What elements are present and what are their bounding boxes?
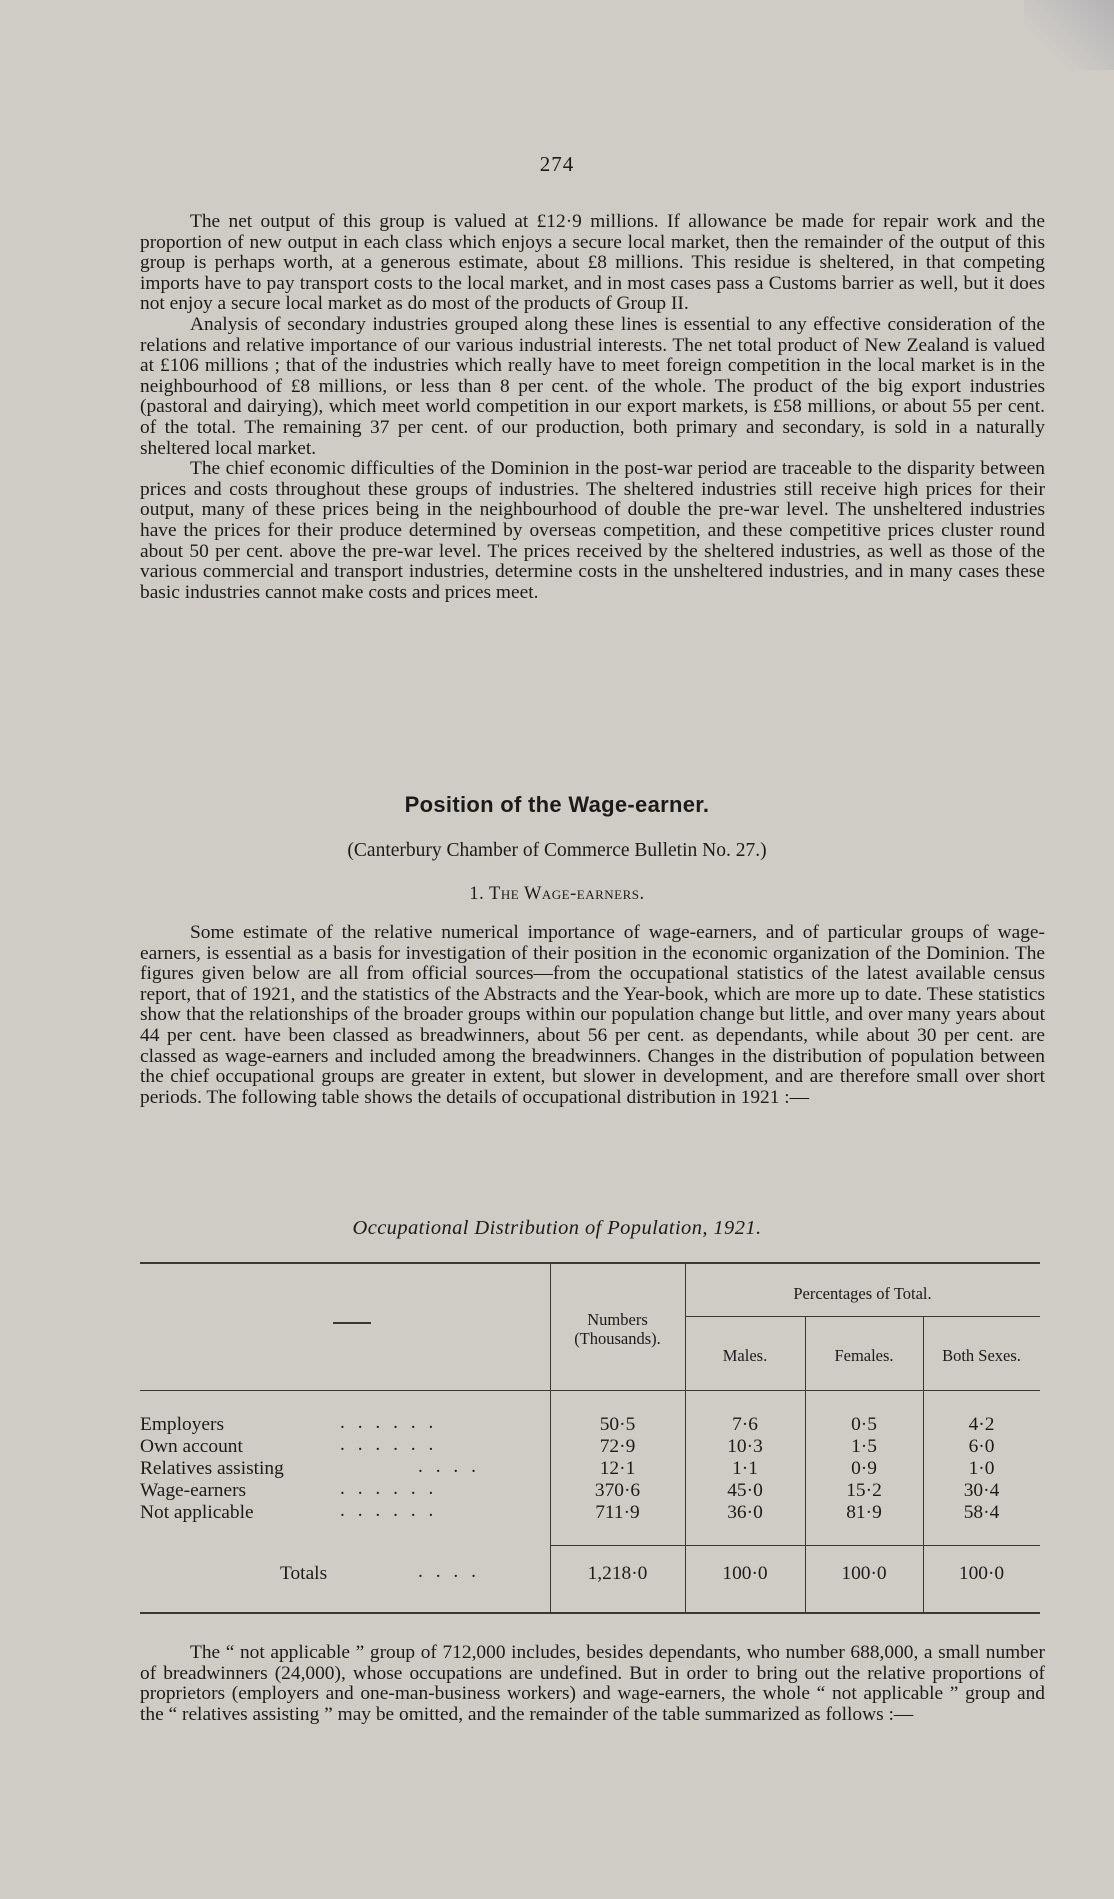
row-label: Relatives assisting: [140, 1458, 284, 1479]
cell-numbers: 370·6: [594, 1480, 641, 1501]
cell-numbers: 711·9: [595, 1502, 640, 1523]
cell-numbers: 12·1: [599, 1458, 636, 1479]
leader-dots: . . . . . .: [340, 1500, 438, 1521]
cell-females: 81·9: [846, 1502, 882, 1523]
table-caption: Occupational Distribution of Population, 1921.: [352, 1217, 762, 1239]
cell-both: 1·0: [968, 1458, 995, 1479]
cell-females: 1·5: [851, 1436, 877, 1457]
header-females: Females.: [834, 1346, 894, 1365]
leader-dots: . . . . . .: [340, 1412, 438, 1433]
table-row: [140, 1458, 1040, 1480]
cell-numbers: 50·5: [599, 1414, 636, 1435]
cell-females: 100·0: [841, 1563, 887, 1584]
totals-rule: [550, 1545, 1040, 1546]
leader-dots: . . . . . .: [340, 1478, 438, 1499]
section-heading: Position of the Wage-earner.: [404, 792, 710, 817]
stub-header-dash: [333, 1322, 371, 1324]
cell-both: 6·0: [968, 1436, 995, 1457]
paragraph: The chief economic difficulties of the Dominion in the post-war period are traceable to the disparity between prices and costs throughout these groups of industries. The sheltered industries still receive high prices for their output, many of these prices being in the neighbourhood of double the pre-war level. The unsheltered industries have the prices for their produce determined by overseas competition, and these competitive prices cluster round about 50 per cent. above the pre-war level. The prices received by the sheltered industries, as well as those of the various commercial and transport industries, determine costs in the unsheltered industries, and in many cases these basic industries cannot make costs and prices meet.: [140, 458, 1045, 603]
paragraph: Some estimate of the relative numerical importance of wage-earners, and of particular groups of wage-earners, is essential as a basis for investigation of their position in the economic organization of the Dominion. The figures given below are all from official sources—from the occupational statistics of the latest available census report, that of 1921, and the statistics of the Abstracts and the Year-book, which are more up to date. These statistics show that the relationships of the broader groups within our population change but little, and over many years about 44 per cent. have been classed as breadwinners, about 56 per cent. as dependants, while about 30 per cent. are classed as wage-earners and included among the breadwinners. Changes in the distribution of population between the chief occupational groups are greater in extent, but slower in development, and are therefore small over short periods. The following table shows the details of occupational distribution in 1921 :—: [140, 922, 1045, 1108]
subsection-title: 1. The Wage-earners.: [469, 884, 645, 904]
cell-males: 1·1: [732, 1458, 758, 1479]
header-males: Males.: [722, 1346, 768, 1365]
closing-text: [140, 1643, 1045, 1725]
header-both-sexes: Both Sexes.: [942, 1346, 1021, 1365]
table-row: [140, 1502, 1040, 1524]
group-header-rule: [685, 1316, 1040, 1317]
source-citation: (Canterbury Chamber of Commerce Bulletin No. 27.): [347, 840, 767, 861]
cell-males: 36·0: [727, 1502, 763, 1523]
cell-males: 10·3: [727, 1436, 763, 1457]
table-bottom-rule: [140, 1612, 1040, 1614]
cell-females: 15·2: [846, 1480, 882, 1501]
row-label: Employers: [140, 1414, 225, 1435]
table-row: [140, 1480, 1040, 1502]
cell-numbers: 72·9: [599, 1436, 636, 1457]
header-numbers: Numbers (Thousands).: [574, 1310, 661, 1348]
header-percentages: Percentages of Total.: [793, 1284, 932, 1303]
cell-both: 4·2: [968, 1414, 995, 1435]
row-label: Own account: [140, 1436, 243, 1457]
cell-females: 0·5: [851, 1414, 877, 1435]
paragraph: Analysis of secondary industries grouped along these lines is essential to any effective consideration of the relations and relative importance of our various industrial interests. The net total product of New Zealand is valued at £106 millions ; that of the industries which really have to meet foreign competition in the local market is in the neighbourhood of £8 millions, or less than 8 per cent. of the whole. The product of the big export industries (pastoral and dairying), which meet world competition in our export markets, is £58 millions, or about 55 per cent. of the total. The remaining 37 per cent. of our production, both primary and secondary, is sold in a naturally sheltered local market.: [140, 313, 1045, 459]
cell-both: 58·4: [963, 1502, 1000, 1523]
leader-dots: . . . .: [418, 1456, 480, 1477]
cell-males: 100·0: [722, 1563, 768, 1584]
totals-row: [140, 1563, 1040, 1585]
paragraph: The “ not applicable ” group of 712,000 includes, besides dependants, who number 688,000, a small number of breadwinners (24,000), whose occupations are undefined. But in order to bring out the relative proportions of proprietors (employers and one-man-business workers) and wage-earners, the whole “ not applicable ” group and the “ relatives assisting ” may be omitted, and the remainder of the table summarized as follows :—: [140, 1642, 1045, 1725]
paragraph: The net output of this group is valued at £12·9 millions. If allowance be made for repair work and the proportion of new output in each class which enjoys a secure local market, then the remainder of the output of this group is perhaps worth, at a generous estimate, about £8 millions. This residue is sheltered, in that competing imports have to pay transport costs to the local market, and in most cases pass a Customs barrier as well, but it does not enjoy a secure local market as do most of the products of Group II.: [140, 211, 1045, 315]
cell-numbers: 1,218·0: [587, 1563, 648, 1584]
intro-text: [140, 212, 1045, 603]
table-row: [140, 1414, 1040, 1436]
totals-label: Totals: [280, 1563, 328, 1584]
page-number: 274: [539, 152, 575, 176]
leader-dots: . . . .: [418, 1561, 480, 1582]
page-corner-fold: [1024, 0, 1114, 70]
leader-dots: . . . . . .: [340, 1434, 438, 1455]
occupational-table: [140, 1262, 1040, 1612]
row-label: Not applicable: [140, 1502, 254, 1523]
header-bottom-rule: [140, 1390, 1040, 1391]
cell-males: 7·6: [732, 1414, 758, 1435]
cell-both: 100·0: [958, 1563, 1005, 1584]
cell-males: 45·0: [727, 1480, 763, 1501]
table-row: [140, 1436, 1040, 1458]
cell-females: 0·9: [851, 1458, 877, 1479]
cell-both: 30·4: [963, 1480, 1000, 1501]
row-label: Wage-earners: [140, 1480, 247, 1501]
table-top-rule: [140, 1262, 1040, 1264]
section-text: [140, 923, 1045, 1108]
